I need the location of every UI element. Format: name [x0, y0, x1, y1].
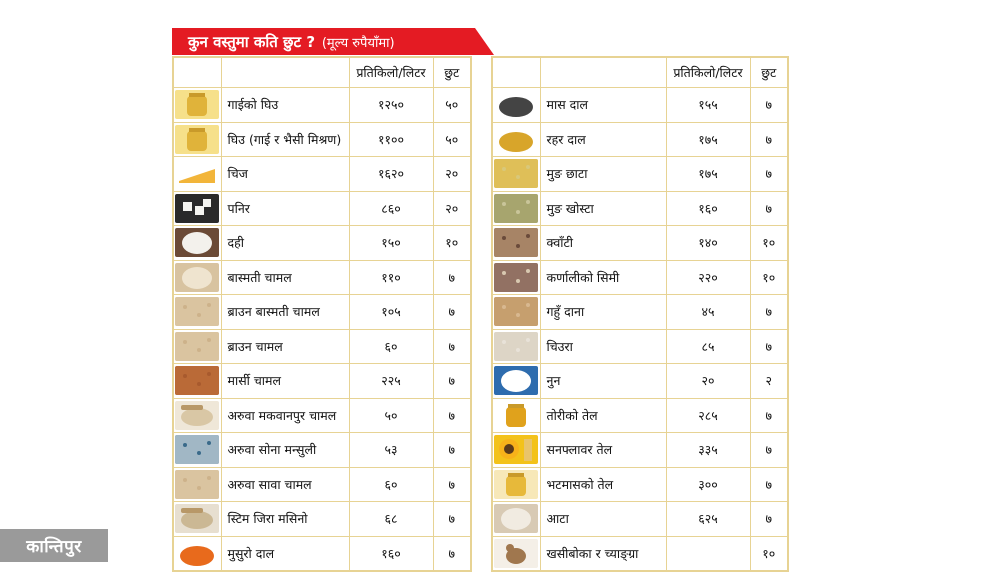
item-discount: १० [750, 226, 788, 261]
item-discount: ७ [750, 88, 788, 123]
rice-scoop-icon [173, 398, 221, 433]
item-name: अरुवा सोना मन्सुली [221, 433, 349, 468]
item-price: ६८ [349, 502, 433, 537]
item-name: रहर दाल [540, 122, 666, 157]
table-row [173, 88, 471, 123]
item-price: २२० [666, 260, 750, 295]
item-name: आटा [540, 502, 666, 537]
banner-title: कुन वस्तुमा कति छुट ? [188, 33, 316, 51]
red-lentil-icon [173, 536, 221, 571]
item-name: मुङ खोस्टा [540, 191, 666, 226]
table-row [173, 157, 471, 192]
table-header-row [492, 57, 788, 88]
kidney-beans-icon [492, 260, 540, 295]
right-price-table [491, 56, 789, 572]
beaten-rice-icon [492, 329, 540, 364]
table-row [492, 191, 788, 226]
flour-icon [492, 502, 540, 537]
item-discount: ७ [433, 364, 471, 399]
item-price: ११० [349, 260, 433, 295]
item-price: ११०० [349, 122, 433, 157]
table-row [492, 122, 788, 157]
item-name: घिउ (गाई र भैसी मिश्रण) [221, 122, 349, 157]
table-row [173, 329, 471, 364]
table-row [173, 364, 471, 399]
kantipur-logo: कान्तिपुर [0, 529, 108, 562]
item-price: ६० [349, 329, 433, 364]
header-price: प्रतिकिलो/लिटर [349, 57, 433, 88]
item-name: गाईको घिउ [221, 88, 349, 123]
item-name: चिज [221, 157, 349, 192]
header-empty-cell [221, 57, 349, 88]
item-name: मुङ छाटा [540, 157, 666, 192]
item-price: ८६० [349, 191, 433, 226]
header-empty-cell [492, 57, 540, 88]
header-discount: छुट [433, 57, 471, 88]
left-price-table [172, 56, 472, 572]
item-discount: ७ [433, 329, 471, 364]
item-price: १७५ [666, 157, 750, 192]
item-discount: ७ [750, 398, 788, 433]
item-discount: ७ [750, 122, 788, 157]
item-price: १६० [666, 191, 750, 226]
item-name: तोरीको तेल [540, 398, 666, 433]
item-name: नुन [540, 364, 666, 399]
item-discount: ७ [750, 191, 788, 226]
ghee-jar-icon [173, 122, 221, 157]
table-row [173, 433, 471, 468]
item-name: मुसुरो दाल [221, 536, 349, 571]
item-discount: ७ [750, 329, 788, 364]
header-empty-cell [540, 57, 666, 88]
table-row [173, 295, 471, 330]
item-discount: १० [750, 260, 788, 295]
item-discount: ७ [750, 433, 788, 468]
item-name: क्वाँटी [540, 226, 666, 261]
item-discount: २० [433, 191, 471, 226]
item-name: स्टिम जिरा मसिनो [221, 502, 349, 537]
item-discount: ७ [750, 467, 788, 502]
item-discount: ७ [433, 295, 471, 330]
brown-rice-icon [173, 467, 221, 502]
brown-rice-icon [173, 329, 221, 364]
table-row [492, 433, 788, 468]
item-price: १६० [349, 536, 433, 571]
item-price: १२५० [349, 88, 433, 123]
table-row [492, 467, 788, 502]
item-discount: ५० [433, 122, 471, 157]
item-discount: ७ [433, 467, 471, 502]
table-row [492, 226, 788, 261]
cheese-icon [173, 157, 221, 192]
table-row [492, 398, 788, 433]
item-price: २२५ [349, 364, 433, 399]
table-row [492, 157, 788, 192]
item-discount: ७ [433, 260, 471, 295]
item-price: १५५ [666, 88, 750, 123]
item-name: दही [221, 226, 349, 261]
item-discount: ७ [750, 502, 788, 537]
table-row [492, 502, 788, 537]
sunflower-oil-icon [492, 433, 540, 468]
soybean-oil-icon [492, 467, 540, 502]
item-price: ५३ [349, 433, 433, 468]
item-name: पनिर [221, 191, 349, 226]
yellow-lentil-bowl-icon [492, 122, 540, 157]
item-discount: ७ [750, 295, 788, 330]
table-row [492, 88, 788, 123]
table-row [492, 260, 788, 295]
salt-bowl-icon [492, 364, 540, 399]
yogurt-bowl-icon [173, 226, 221, 261]
item-name: गहुँ दाना [540, 295, 666, 330]
table-header-row [173, 57, 471, 88]
item-price: ५० [349, 398, 433, 433]
mixed-beans-icon [492, 226, 540, 261]
item-discount: ७ [433, 502, 471, 537]
banner-subtitle: (मूल्य रुपैयाँमा) [321, 36, 395, 51]
item-price: ४५ [666, 295, 750, 330]
item-discount: २ [750, 364, 788, 399]
goat-icon [492, 536, 540, 571]
item-name: सनफ्लावर तेल [540, 433, 666, 468]
item-discount: २० [433, 157, 471, 192]
item-price: ३०० [666, 467, 750, 502]
item-name: खसीबोका र च्याङ्ग्रा [540, 536, 666, 571]
table-row [173, 467, 471, 502]
item-price: १६२० [349, 157, 433, 192]
item-name: मार्सी चामल [221, 364, 349, 399]
table-row [492, 364, 788, 399]
paneer-cubes-icon [173, 191, 221, 226]
item-name: कर्णालीको सिमी [540, 260, 666, 295]
item-price: १०५ [349, 295, 433, 330]
rice-bowl-icon [173, 260, 221, 295]
item-name: ब्राउन चामल [221, 329, 349, 364]
item-name: अरुवा मकवानपुर चामल [221, 398, 349, 433]
table-row [492, 329, 788, 364]
item-price: ८५ [666, 329, 750, 364]
header-price: प्रतिकिलो/लिटर [666, 57, 750, 88]
item-discount: ७ [750, 157, 788, 192]
item-discount: १० [433, 226, 471, 261]
rice-spoon-icon [173, 502, 221, 537]
table-row [173, 398, 471, 433]
item-name: मास दाल [540, 88, 666, 123]
table-row [492, 536, 788, 571]
item-name: भटमासको तेल [540, 467, 666, 502]
item-name: बास्मती चामल [221, 260, 349, 295]
ghee-jar-icon [173, 88, 221, 123]
item-name: अरुवा सावा चामल [221, 467, 349, 502]
item-price: २० [666, 364, 750, 399]
table-row [173, 502, 471, 537]
item-discount: ७ [433, 433, 471, 468]
item-price: ६२५ [666, 502, 750, 537]
table-row [173, 122, 471, 157]
red-rice-icon [173, 364, 221, 399]
header-empty-cell [173, 57, 221, 88]
item-price [666, 536, 750, 571]
item-price: २८५ [666, 398, 750, 433]
item-discount: ७ [433, 536, 471, 571]
item-discount: ७ [433, 398, 471, 433]
table-row [173, 260, 471, 295]
item-price: १५० [349, 226, 433, 261]
item-discount: ५० [433, 88, 471, 123]
item-name: चिउरा [540, 329, 666, 364]
table-row [492, 295, 788, 330]
header-discount: छुट [750, 57, 788, 88]
item-price: ६० [349, 467, 433, 502]
table-row [173, 226, 471, 261]
mustard-oil-icon [492, 398, 540, 433]
yellow-lentil-icon [492, 157, 540, 192]
item-name: ब्राउन बास्मती चामल [221, 295, 349, 330]
title-banner [172, 28, 494, 56]
white-rice-icon [173, 433, 221, 468]
green-gram-icon [492, 191, 540, 226]
table-row [173, 536, 471, 571]
item-price: १७५ [666, 122, 750, 157]
brown-rice-icon [173, 295, 221, 330]
item-price: ३३५ [666, 433, 750, 468]
wheat-grain-icon [492, 295, 540, 330]
table-row [173, 191, 471, 226]
item-discount: १० [750, 536, 788, 571]
item-price: १४० [666, 226, 750, 261]
black-gram-icon [492, 88, 540, 123]
